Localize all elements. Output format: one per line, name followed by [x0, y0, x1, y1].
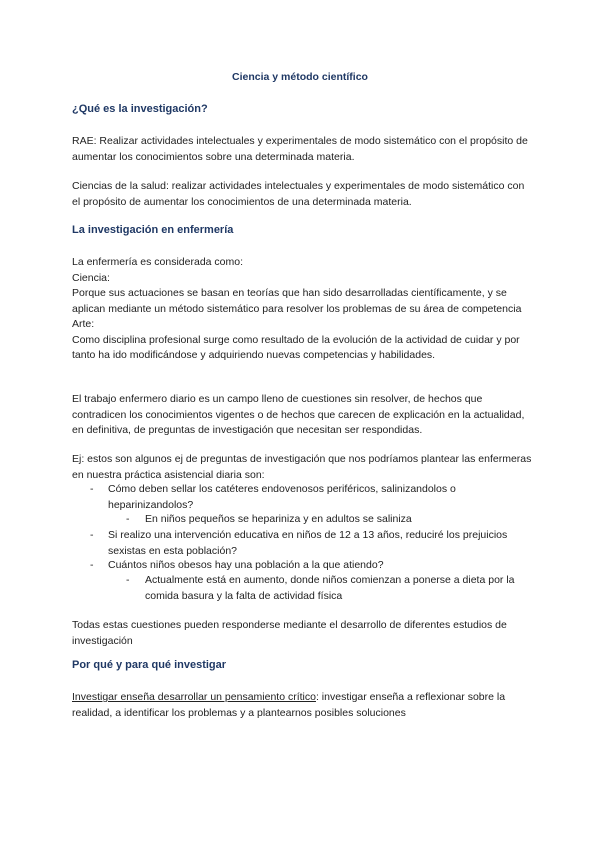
heading-por-que-investigar: Por qué y para qué investigar — [72, 659, 227, 671]
sublist-item-heparina: En niños pequeños se hepariniza y en adultos se saliniza — [145, 513, 412, 525]
heading-que-es-investigacion: ¿Qué es la investigación? — [72, 103, 208, 115]
arte-label: Arte: — [72, 318, 95, 330]
bullet-dash: - — [126, 513, 130, 525]
paragraph-todas-cuestiones: Todas estas cuestiones pueden responderse mediante el desarrollo de diferentes estudios de investigación — [72, 619, 507, 647]
bullet-dash: - — [126, 574, 130, 586]
arte-text: Como disciplina profesional surge como resultado de la evolución de la actividad de cuidar y por tanto ha ido modificándose y adquiriendo nuevas competencias y habilidades. — [72, 333, 520, 361]
underlined-pensamiento-critico: Investigar enseña desarrollar un pensamiento crítico — [72, 691, 316, 703]
bullet-dash: - — [90, 559, 94, 571]
paragraph-ejemplos-intro: Ej: estos son algunos ej de preguntas de investigación que nos podríamos plantear las enfermeras en nuestra práctica asistencial diaria son: — [72, 453, 532, 481]
paragraph-trabajo-enfermero: El trabajo enfermero diario es un campo lleno de cuestiones sin resolver, de hechos que contradicen los conocimientos vigentes o de hechos que carecen de explicación en la actualidad, en definitiva, de preguntas de investigación que necesitan ser respondidas. — [72, 393, 525, 436]
ciencia-text: Porque sus actuaciones se basan en teorías que han sido desarrolladas científicamente, y se aplican mediante un método sistemático para resolver los problemas de su área de competencia — [72, 287, 522, 315]
section-enfermeria — [72, 255, 532, 364]
sublist-item-comida-basura: Actualmente está en aumento, donde niños comienzan a ponerse a dieta por la comida basura y la falta de actividad física — [145, 574, 515, 602]
pensamiento-critico-rest: : investigar enseña a reflexionar sobre la realidad, a identificar los problemas y a plantearnos posibles soluciones — [72, 691, 506, 719]
document-title: Ciencia y método científico — [232, 71, 368, 83]
list-item-ninos-obesos: Cuántos niños obesos hay una población a la que atiendo? — [108, 559, 384, 571]
list-item-intervencion-educativa: Si realizo una intervención educativa en niños de 12 a 13 años, reduciré los prejuicios sexistas en esta población? — [108, 529, 508, 557]
paragraph-ciencias-salud: Ciencias de la salud: realizar actividades intelectuales y experimentales de modo sistemático con el propósito de aumentar los conocimientos de una determinada materia. — [72, 180, 525, 208]
list-item-cateteres: Cómo deben sellar los catéteres endovenosos periféricos, salinizandolos o heparinizandolos? — [108, 483, 456, 511]
enfermeria-intro: La enfermería es considerada como: — [72, 256, 244, 268]
bullet-dash: - — [90, 529, 94, 541]
paragraph-rae: RAE: Realizar actividades intelectuales y experimentales de modo sistemático con el propósito de aumentar los conocimientos sobre una determinada materia. — [72, 135, 528, 163]
ciencia-label: Ciencia: — [72, 271, 110, 284]
heading-investigacion-enfermeria: La investigación en enfermería — [72, 224, 234, 236]
bullet-dash: - — [90, 483, 94, 495]
paragraph-pensamiento-critico — [72, 690, 532, 721]
